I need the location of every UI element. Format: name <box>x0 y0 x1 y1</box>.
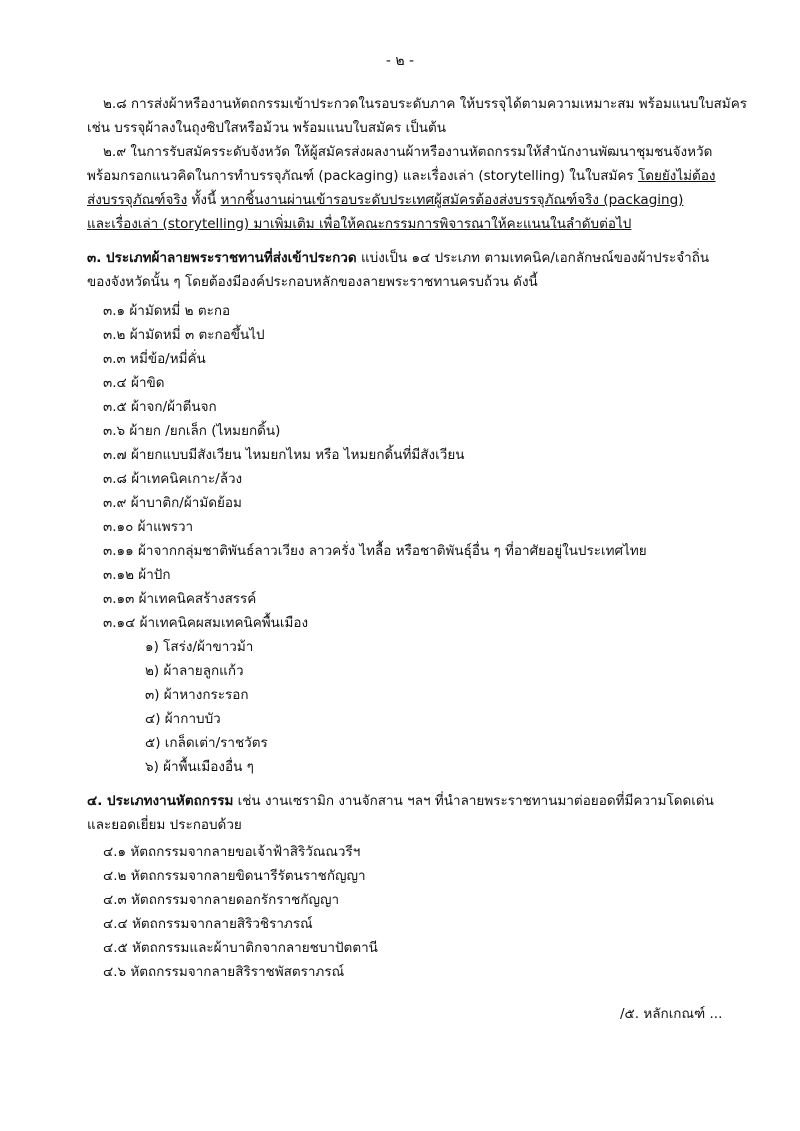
sub-list-item: ๒) ผ้าลายลูกแก้ว <box>145 663 244 679</box>
section-3-intro-text: แบ่งเป็น ๑๔ ประเภท ตามเทคนิค/เอกลักษณ์ของผ้าประจำถิ่น <box>356 250 710 266</box>
list-item: ๓.๑ ผ้ามัดหมี่ ๒ ตะกอ <box>103 303 231 319</box>
paragraph-2-8-line-2: เช่น บรรจุผ้าลงในถุงซิปใสหรือม้วน พร้อมแนบใบสมัคร เป็นต้น <box>87 120 446 136</box>
section-4-intro-text: เช่น งานเซรามิก งานจักสาน ฯลฯ ที่นำลายพระราชทานมาต่อยอดที่มีความโดดเด่น <box>233 793 714 809</box>
list-item: ๔.๑ หัตถกรรมจากลายขอเจ้าฟ้าสิริวัณณวรีฯ <box>103 844 361 860</box>
section-3-intro-line-2: ของจังหวัดนั้น ๆ โดยต้องมีองค์ประกอบหลักของลายพระราชทานครบถ้วน ดังนี้ <box>87 274 538 290</box>
list-item: ๓.๕ ผ้าจก/ผ้าตีนจก <box>103 399 217 415</box>
paragraph-2-9-line-4: และเรื่องเล่า (storytelling) มาเพิ่มเติม เพื่อให้คณะกรรมการพิจารณาให้คะแนนในลำดับต่อไป <box>87 216 632 232</box>
paragraph-2-9-line-3 <box>87 190 683 210</box>
list-item: ๔.๒ หัตถกรรมจากลายขิดนารีรัตนราชกัญญา <box>103 868 366 884</box>
paragraph-2-9-underlined-text: ส่งบรรจุภัณฑ์จริง <box>87 192 188 208</box>
section-4-intro-line-1 <box>87 791 714 811</box>
list-item: ๓.๓ หมี่ข้อ/หมี่คั่น <box>103 351 206 367</box>
sub-list-item: ๕) เกล็ดเต่า/ราชวัตร <box>145 735 268 751</box>
sub-list-item: ๖) ผ้าพื้นเมืองอื่น ๆ <box>145 759 254 775</box>
list-item: ๓.๘ ผ้าเทคนิคเกาะ/ล้วง <box>103 471 243 487</box>
paragraph-2-9-underlined-text: โดยยังไม่ต้อง <box>637 168 716 184</box>
page-number: - ๒ - <box>385 53 415 69</box>
list-item: ๓.๑๔ ผ้าเทคนิคผสมเทคนิคพื้นเมือง <box>103 615 309 631</box>
list-item: ๓.๑๑ ผ้าจากกลุ่มชาติพันธ์ลาวเวียง ลาวครั่ง ไทลื้อ หรือชาติพันธุ์อื่น ๆ ที่อาศัยอยู่ในประเทศไทย <box>103 543 647 559</box>
paragraph-2-9-line-2-text: พร้อมกรอกแนวคิดในการทำบรรจุภัณฑ์ (packaging) และเรื่องเล่า (storytelling) ในใบสมัคร <box>87 168 638 184</box>
paragraph-2-8-line-1: ๒.๘ การส่งผ้าหรืองานหัตถกรรมเข้าประกวดในรอบระดับภาค ให้บรรจุได้ตามความเหมาะสม พร้อมแนบใบสมัคร <box>103 96 747 112</box>
section-3-heading: ๓. ประเภทผ้าลายพระราชทานที่ส่งเข้าประกวด <box>87 250 357 266</box>
list-item: ๓.๔ ผ้าขิด <box>103 375 165 391</box>
list-item: ๓.๙ ผ้าบาติก/ผ้ามัดย้อม <box>103 495 242 511</box>
paragraph-2-9-line-1: ๒.๙ ในการรับสมัครระดับจังหวัด ให้ผู้สมัครส่งผลงานผ้าหรืองานหัตถกรรมให้สำนักงานพัฒนาชุมชนจังหวัด <box>103 144 713 160</box>
section-4-intro-line-2: และยอดเยี่ยม ประกอบด้วย <box>87 817 242 833</box>
list-item: ๓.๑๒ ผ้าปัก <box>103 567 171 583</box>
section-4-heading: ๔. ประเภทงานหัตถกรรม <box>87 793 234 809</box>
paragraph-2-9-underlined-text: หากชิ้นงานผ่านเข้ารอบระดับประเทศผู้สมัครต้องส่งบรรจุภัณฑ์จริง (packaging) <box>220 192 684 208</box>
sub-list-item: ๔) ผ้ากาบบัว <box>145 711 221 727</box>
list-item: ๓.๒ ผ้ามัดหมี่ ๓ ตะกอขึ้นไป <box>103 327 265 343</box>
list-item: ๔.๓ หัตถกรรมจากลายดอกรักราชกัญญา <box>103 892 340 908</box>
list-item: ๔.๔ หัตถกรรมจากลายสิริวชิราภรณ์ <box>103 916 313 932</box>
list-item: ๓.๑๐ ผ้าแพรวา <box>103 519 194 535</box>
paragraph-2-9-line-3-text: ทั้งนี้ <box>187 192 221 208</box>
sub-list-item: ๓) ผ้าหางกระรอก <box>145 687 249 703</box>
continuation-footer: /๕. หลักเกณฑ์ ... <box>620 1006 723 1022</box>
list-item: ๓.๑๓ ผ้าเทคนิคสร้างสรรค์ <box>103 591 257 607</box>
list-item: ๔.๕ หัตถกรรมและผ้าบาติกจากลายชบาปัตตานี <box>103 940 378 956</box>
list-item: ๓.๗ ผ้ายกแบบมีสังเวียน ไหมยกไหม หรือ ไหมยกดิ้นที่มีสังเวียน <box>103 447 465 463</box>
list-item: ๔.๖ หัตถกรรมจากลายสิริราชพัสตราภรณ์ <box>103 964 345 980</box>
section-3-intro-line-1 <box>87 248 709 268</box>
list-item: ๓.๖ ผ้ายก /ยกเล็ก (ไหมยกดิ้น) <box>103 423 281 439</box>
sub-list-item: ๑) โสร่ง/ผ้าขาวม้า <box>145 639 254 655</box>
paragraph-2-9-line-2 <box>87 166 716 186</box>
